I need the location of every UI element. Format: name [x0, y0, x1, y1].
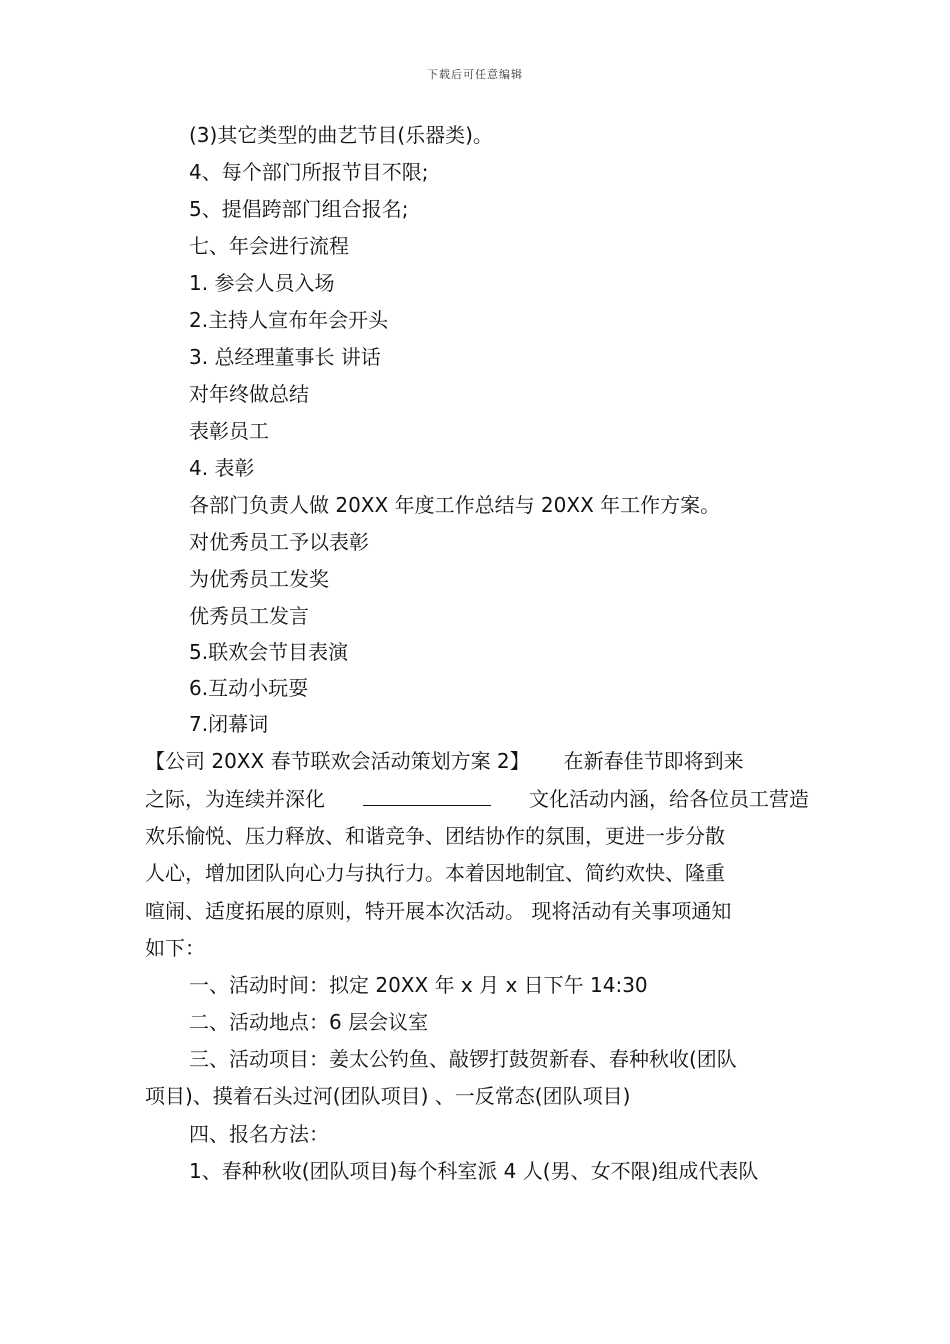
section2-title: 【公司 20XX 春节联欢会活动策划方案 2】 — [145, 749, 530, 773]
paragraph-line — [145, 824, 809, 848]
section2-intro-start: 在新春佳节即将到来 — [563, 749, 744, 773]
paragraph-line — [145, 787, 809, 811]
activity-time: 一、活动时间：拟定 20XX 年 x 月 x 日下午 14:30 — [189, 973, 648, 997]
fill-in-blank — [363, 787, 491, 806]
paragraph-line — [145, 861, 809, 885]
list-item: 各部门负责人做 20XX 年度工作总结与 20XX 年工作方案。 — [189, 493, 721, 517]
list-item: 6.互动小玩耍 — [189, 676, 309, 700]
list-item: 对年终做总结 — [189, 382, 309, 406]
list-item: 表彰员工 — [189, 419, 269, 443]
list-item: (3)其它类型的曲艺节目(乐器类)。 — [189, 123, 493, 147]
activity-items-cont: 项目)、摸着石头过河(团队项目) 、一反常态(团队项目) — [145, 1084, 631, 1108]
section-heading: 七、年会进行流程 — [189, 234, 349, 258]
paragraph-line — [145, 899, 809, 923]
activity-items: 三、活动项目：姜太公钓鱼、敲锣打鼓贺新春、春种秋收(团队 — [189, 1047, 737, 1071]
list-item: 3. 总经理董事长 讲话 — [189, 345, 381, 369]
paragraph-text: 人心，增加团队向心力与执行力。本着因地制宜、简约欢快、隆重 — [145, 861, 725, 885]
paragraph-text: 喧闹、适度拓展的原则，特开展本次活动。 现将活动有关事项通知 — [145, 899, 732, 923]
paragraph-text: 欢乐愉悦、压力释放、和谐竞争、团结协作的氛围，更进一步分散 — [145, 824, 725, 848]
list-item: 7.闭幕词 — [189, 712, 269, 736]
list-item: 优秀员工发言 — [189, 604, 309, 628]
list-item: 1. 参会人员入场 — [189, 271, 335, 295]
section2-title-line — [145, 749, 809, 773]
paragraph-text: 之际，为连续并深化 — [145, 787, 325, 811]
list-item: 4. 表彰 — [189, 456, 255, 480]
signup-rule: 1、春种秋收(团队项目)每个科室派 4 人(男、女不限)组成代表队 — [189, 1159, 759, 1183]
signup-heading: 四、报名方法： — [189, 1122, 329, 1146]
list-item: 2.主持人宣布年会开头 — [189, 308, 389, 332]
list-item: 为优秀员工发奖 — [189, 567, 329, 591]
list-item: 对优秀员工予以表彰 — [189, 530, 369, 554]
list-item: 5.联欢会节目表演 — [189, 640, 349, 664]
list-item: 4、每个部门所报节目不限; — [189, 160, 429, 184]
list-item: 5、提倡跨部门组合报名; — [189, 197, 409, 221]
paragraph-text: 文化活动内涵，给各位员工营造 — [529, 787, 809, 811]
page-header: 下载后可任意编辑 — [427, 68, 523, 81]
activity-place: 二、活动地点：6 层会议室 — [189, 1010, 429, 1034]
paragraph-line: 如下： — [145, 936, 205, 960]
